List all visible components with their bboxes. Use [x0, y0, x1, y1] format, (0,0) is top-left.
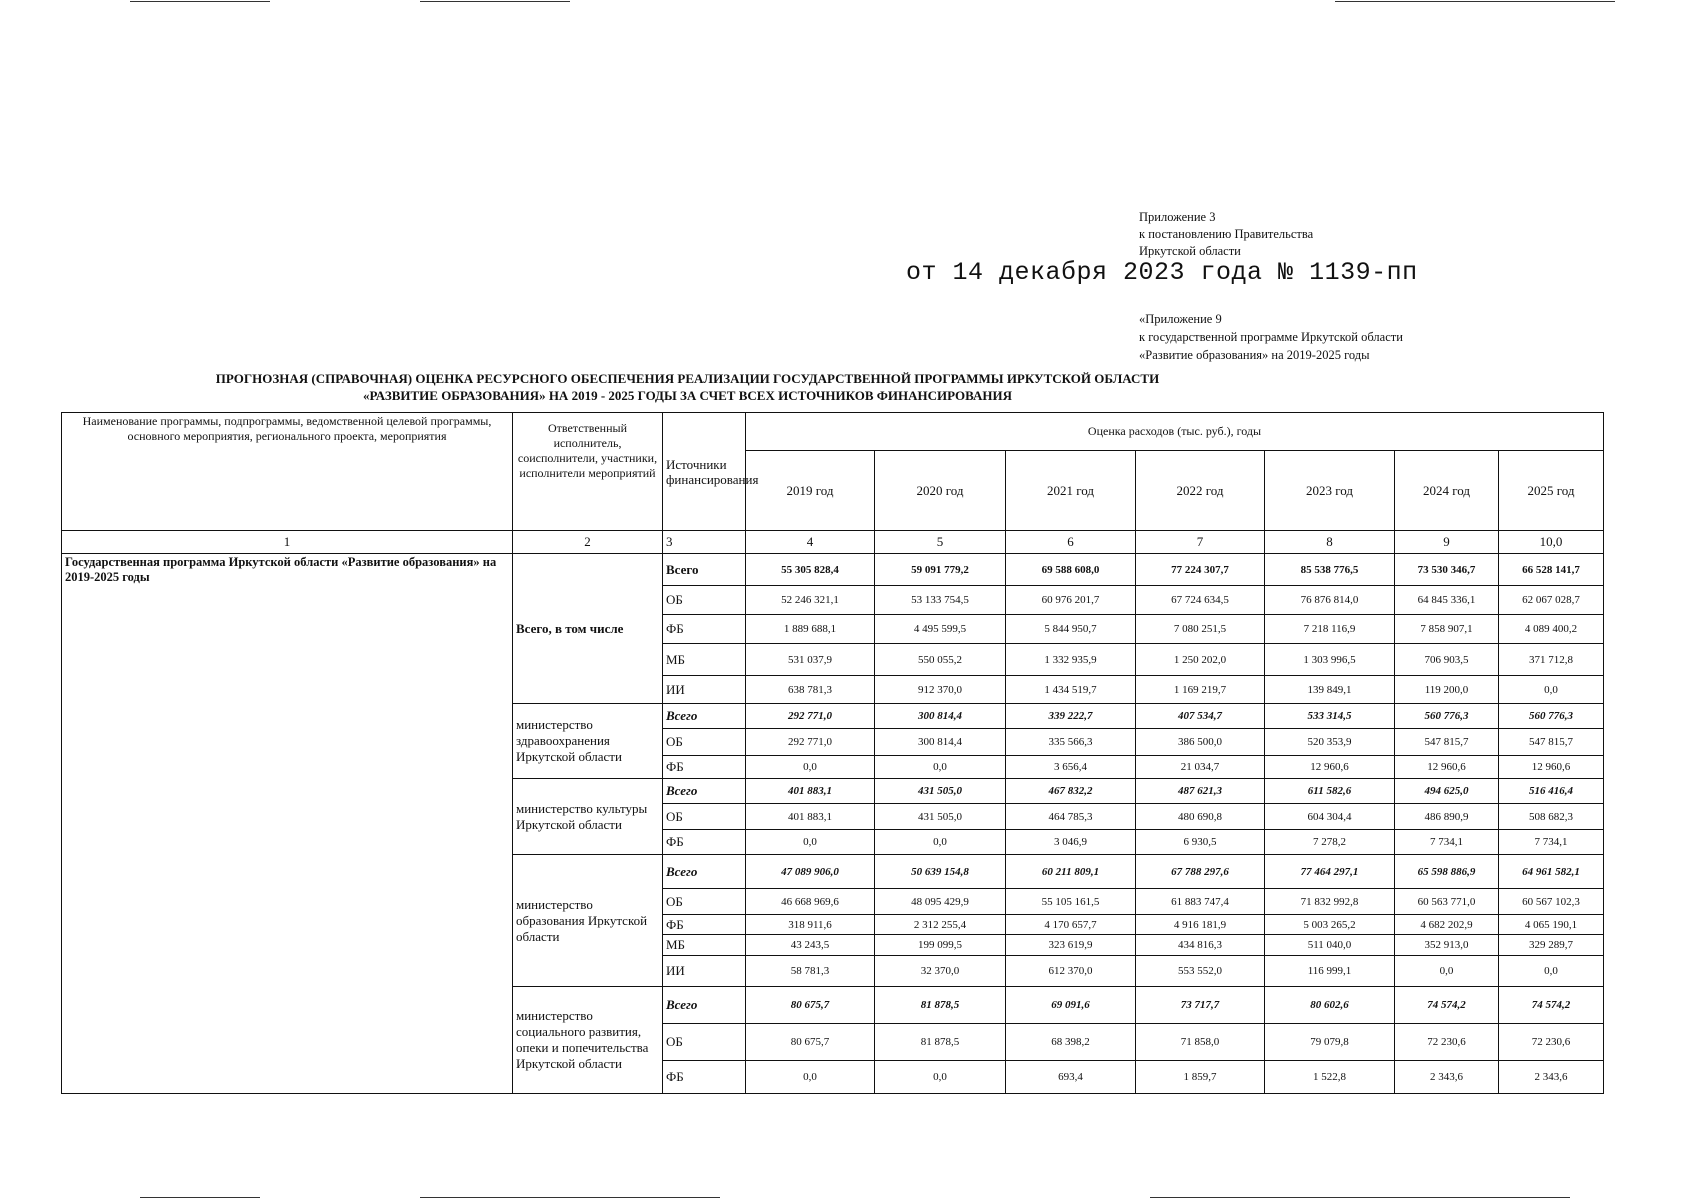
value-cell: 292 771,0: [746, 729, 875, 756]
value-cell: 434 816,3: [1136, 935, 1265, 956]
source-cell: Всего: [663, 779, 746, 804]
value-cell: 7 080 251,5: [1136, 615, 1265, 644]
value-cell: 912 370,0: [875, 676, 1006, 704]
value-cell: 5 003 265,2: [1265, 915, 1395, 935]
column-number: 8: [1265, 531, 1395, 554]
value-cell: 553 552,0: [1136, 956, 1265, 987]
value-cell: 81 878,5: [875, 1024, 1006, 1061]
column-number: 7: [1136, 531, 1265, 554]
source-cell: ОБ: [663, 804, 746, 830]
value-cell: 323 619,9: [1006, 935, 1136, 956]
value-cell: 693,4: [1006, 1061, 1136, 1094]
value-cell: 431 505,0: [875, 804, 1006, 830]
value-cell: 67 724 634,5: [1136, 586, 1265, 615]
value-cell: 69 091,6: [1006, 987, 1136, 1024]
header-year: 2020 год: [875, 451, 1006, 531]
value-cell: 0,0: [1395, 956, 1499, 987]
value-cell: 67 788 297,6: [1136, 855, 1265, 889]
value-cell: 0,0: [1499, 956, 1604, 987]
value-cell: 76 876 814,0: [1265, 586, 1395, 615]
value-cell: 352 913,0: [1395, 935, 1499, 956]
source-cell: Всего: [663, 554, 746, 586]
value-cell: 1 434 519,7: [1006, 676, 1136, 704]
value-cell: 139 849,1: [1265, 676, 1395, 704]
value-cell: 62 067 028,7: [1499, 586, 1604, 615]
source-cell: МБ: [663, 935, 746, 956]
title-line: «РАЗВИТИЕ ОБРАЗОВАНИЯ» НА 2019 - 2025 ГОДЫ ЗА СЧЕТ ВСЕХ ИСТОЧНИКОВ ФИНАНСИРОВАНИЯ: [363, 388, 1012, 403]
scan-mark: [420, 1, 570, 2]
column-number: 10,0: [1499, 531, 1604, 554]
value-cell: 2 343,6: [1499, 1061, 1604, 1094]
value-cell: 77 464 297,1: [1265, 855, 1395, 889]
value-cell: 80 675,7: [746, 1024, 875, 1061]
source-cell: Всего: [663, 987, 746, 1024]
program-name: Государственная программа Иркутской области «Развитие образования» на 2019-2025 годы: [62, 554, 513, 1094]
value-cell: 611 582,6: [1265, 779, 1395, 804]
value-cell: 371 712,8: [1499, 644, 1604, 676]
value-cell: 386 500,0: [1136, 729, 1265, 756]
value-cell: 339 222,7: [1006, 704, 1136, 729]
value-cell: 43 243,5: [746, 935, 875, 956]
value-cell: 0,0: [875, 756, 1006, 779]
source-cell: ФБ: [663, 1061, 746, 1094]
column-number: 6: [1006, 531, 1136, 554]
value-cell: 401 883,1: [746, 804, 875, 830]
value-cell: 292 771,0: [746, 704, 875, 729]
source-cell: ФБ: [663, 756, 746, 779]
value-cell: 431 505,0: [875, 779, 1006, 804]
value-cell: 71 832 992,8: [1265, 889, 1395, 915]
appendix-block: [1139, 310, 1403, 364]
value-cell: 550 055,2: [875, 644, 1006, 676]
value-cell: 1 522,8: [1265, 1061, 1395, 1094]
header-name: Наименование программы, подпрограммы, ведомственной целевой программы, основного мероприятия, регионального проекта, мероприятия: [62, 413, 513, 531]
value-cell: 73 530 346,7: [1395, 554, 1499, 586]
value-cell: 1 250 202,0: [1136, 644, 1265, 676]
value-cell: 119 200,0: [1395, 676, 1499, 704]
column-number: 3: [663, 531, 746, 554]
value-cell: 4 089 400,2: [1499, 615, 1604, 644]
value-cell: 300 814,4: [875, 729, 1006, 756]
value-cell: 21 034,7: [1136, 756, 1265, 779]
value-cell: 1 859,7: [1136, 1061, 1265, 1094]
header-year: 2019 год: [746, 451, 875, 531]
value-cell: 80 602,6: [1265, 987, 1395, 1024]
appendix-line: к государственной программе Иркутской области: [1139, 330, 1403, 344]
value-cell: 71 858,0: [1136, 1024, 1265, 1061]
value-cell: 407 534,7: [1136, 704, 1265, 729]
executor-cell: министерство социального развития, опеки и попечительства Иркутской области: [513, 987, 663, 1094]
value-cell: 4 916 181,9: [1136, 915, 1265, 935]
header-year: 2025 год: [1499, 451, 1604, 531]
value-cell: 486 890,9: [1395, 804, 1499, 830]
value-cell: 60 563 771,0: [1395, 889, 1499, 915]
value-cell: 46 668 969,6: [746, 889, 875, 915]
header-year: 2022 год: [1136, 451, 1265, 531]
value-cell: 48 095 429,9: [875, 889, 1006, 915]
value-cell: 7 734,1: [1499, 830, 1604, 855]
value-cell: 12 960,6: [1499, 756, 1604, 779]
value-cell: 4 682 202,9: [1395, 915, 1499, 935]
scan-mark: [140, 1197, 260, 1198]
scan-mark: [1335, 1, 1615, 2]
value-cell: 480 690,8: [1136, 804, 1265, 830]
value-cell: 520 353,9: [1265, 729, 1395, 756]
value-cell: 487 621,3: [1136, 779, 1265, 804]
value-cell: 604 304,4: [1265, 804, 1395, 830]
value-cell: 72 230,6: [1395, 1024, 1499, 1061]
value-cell: 494 625,0: [1395, 779, 1499, 804]
value-cell: 80 675,7: [746, 987, 875, 1024]
value-cell: 7 218 116,9: [1265, 615, 1395, 644]
value-cell: 69 588 608,0: [1006, 554, 1136, 586]
value-cell: 531 037,9: [746, 644, 875, 676]
value-cell: 401 883,1: [746, 779, 875, 804]
value-cell: 0,0: [746, 1061, 875, 1094]
value-cell: 7 734,1: [1395, 830, 1499, 855]
source-cell: ФБ: [663, 615, 746, 644]
value-cell: 79 079,8: [1265, 1024, 1395, 1061]
value-cell: 47 089 906,0: [746, 855, 875, 889]
value-cell: 64 845 336,1: [1395, 586, 1499, 615]
value-cell: 73 717,7: [1136, 987, 1265, 1024]
value-cell: 4 170 657,7: [1006, 915, 1136, 935]
source-cell: ОБ: [663, 586, 746, 615]
value-cell: 50 639 154,8: [875, 855, 1006, 889]
value-cell: 1 303 996,5: [1265, 644, 1395, 676]
executor-cell: министерство здравоохранения Иркутской области: [513, 704, 663, 779]
value-cell: 6 930,5: [1136, 830, 1265, 855]
value-cell: 74 574,2: [1499, 987, 1604, 1024]
value-cell: 1 169 219,7: [1136, 676, 1265, 704]
value-cell: 60 211 809,1: [1006, 855, 1136, 889]
value-cell: 335 566,3: [1006, 729, 1136, 756]
value-cell: 547 815,7: [1395, 729, 1499, 756]
decree-date-number: от 14 декабря 2023 года № 1139-пп: [906, 258, 1418, 287]
column-number: 4: [746, 531, 875, 554]
value-cell: 65 598 886,9: [1395, 855, 1499, 889]
value-cell: 4 495 599,5: [875, 615, 1006, 644]
value-cell: 32 370,0: [875, 956, 1006, 987]
value-cell: 12 960,6: [1265, 756, 1395, 779]
source-cell: ОБ: [663, 1024, 746, 1061]
value-cell: 7 858 907,1: [1395, 615, 1499, 644]
value-cell: 81 878,5: [875, 987, 1006, 1024]
value-cell: 0,0: [746, 830, 875, 855]
scan-mark: [1150, 1197, 1570, 1198]
header-year: 2024 год: [1395, 451, 1499, 531]
source-cell: Всего: [663, 704, 746, 729]
value-cell: 612 370,0: [1006, 956, 1136, 987]
value-cell: 318 911,6: [746, 915, 875, 935]
value-cell: 72 230,6: [1499, 1024, 1604, 1061]
source-cell: ФБ: [663, 915, 746, 935]
executor-cell: Всего, в том числе: [513, 554, 663, 704]
title-line: ПРОГНОЗНАЯ (СПРАВОЧНАЯ) ОЦЕНКА РЕСУРСНОГО ОБЕСПЕЧЕНИЯ РЕАЛИЗАЦИИ ГОСУДАРСТВЕННОЙ ПРОГРАММЫ ИРКУТСКОЙ ОБЛАСТИ: [215, 371, 1160, 386]
value-cell: 53 133 754,5: [875, 586, 1006, 615]
value-cell: 55 105 161,5: [1006, 889, 1136, 915]
approval-block: [1139, 209, 1313, 260]
value-cell: 560 776,3: [1395, 704, 1499, 729]
value-cell: 52 246 321,1: [746, 586, 875, 615]
value-cell: 61 883 747,4: [1136, 889, 1265, 915]
value-cell: 85 538 776,5: [1265, 554, 1395, 586]
value-cell: 68 398,2: [1006, 1024, 1136, 1061]
resource-table: [61, 412, 1604, 1094]
value-cell: 3 656,4: [1006, 756, 1136, 779]
value-cell: 4 065 190,1: [1499, 915, 1604, 935]
approval-line: Иркутской области: [1139, 244, 1241, 258]
value-cell: 0,0: [875, 1061, 1006, 1094]
value-cell: 516 416,4: [1499, 779, 1604, 804]
approval-line: к постановлению Правительства: [1139, 227, 1314, 241]
value-cell: 59 091 779,2: [875, 554, 1006, 586]
value-cell: 1 889 688,1: [746, 615, 875, 644]
column-number: 5: [875, 531, 1006, 554]
scan-mark: [420, 1197, 720, 1198]
value-cell: 0,0: [875, 830, 1006, 855]
value-cell: 1 332 935,9: [1006, 644, 1136, 676]
header-year: 2023 год: [1265, 451, 1395, 531]
value-cell: 60 567 102,3: [1499, 889, 1604, 915]
value-cell: 60 976 201,7: [1006, 586, 1136, 615]
header-executor: Ответственный исполнитель, соисполнители, участники, исполнители мероприятий: [513, 413, 663, 531]
value-cell: 300 814,4: [875, 704, 1006, 729]
value-cell: 464 785,3: [1006, 804, 1136, 830]
executor-cell: министерство образования Иркутской области: [513, 855, 663, 987]
value-cell: 638 781,3: [746, 676, 875, 704]
value-cell: 2 343,6: [1395, 1061, 1499, 1094]
value-cell: 508 682,3: [1499, 804, 1604, 830]
source-cell: МБ: [663, 644, 746, 676]
value-cell: 3 046,9: [1006, 830, 1136, 855]
source-cell: ОБ: [663, 889, 746, 915]
value-cell: 58 781,3: [746, 956, 875, 987]
scan-mark: [130, 1, 270, 2]
value-cell: 533 314,5: [1265, 704, 1395, 729]
column-number: 2: [513, 531, 663, 554]
value-cell: 5 844 950,7: [1006, 615, 1136, 644]
value-cell: 74 574,2: [1395, 987, 1499, 1024]
value-cell: 7 278,2: [1265, 830, 1395, 855]
value-cell: 560 776,3: [1499, 704, 1604, 729]
header-source: Источники финансирования: [663, 413, 746, 531]
value-cell: 0,0: [1499, 676, 1604, 704]
value-cell: 706 903,5: [1395, 644, 1499, 676]
source-cell: Всего: [663, 855, 746, 889]
source-cell: ФБ: [663, 830, 746, 855]
column-number: 1: [62, 531, 513, 554]
value-cell: 199 099,5: [875, 935, 1006, 956]
header-estimate: Оценка расходов (тыс. руб.), годы: [746, 413, 1604, 451]
value-cell: 0,0: [746, 756, 875, 779]
value-cell: 511 040,0: [1265, 935, 1395, 956]
value-cell: 467 832,2: [1006, 779, 1136, 804]
table-row: [62, 554, 1604, 586]
appendix-line: «Приложение 9: [1139, 312, 1222, 326]
value-cell: 55 305 828,4: [746, 554, 875, 586]
source-cell: ИИ: [663, 956, 746, 987]
approval-line: Приложение 3: [1139, 210, 1216, 224]
value-cell: 12 960,6: [1395, 756, 1499, 779]
document-title: [0, 370, 1375, 404]
executor-cell: министерство культуры Иркутской области: [513, 779, 663, 855]
source-cell: ОБ: [663, 729, 746, 756]
appendix-line: «Развитие образования» на 2019-2025 годы: [1139, 348, 1370, 362]
value-cell: 2 312 255,4: [875, 915, 1006, 935]
header-year: 2021 год: [1006, 451, 1136, 531]
value-cell: 64 961 582,1: [1499, 855, 1604, 889]
value-cell: 77 224 307,7: [1136, 554, 1265, 586]
value-cell: 329 289,7: [1499, 935, 1604, 956]
source-cell: ИИ: [663, 676, 746, 704]
value-cell: 66 528 141,7: [1499, 554, 1604, 586]
value-cell: 116 999,1: [1265, 956, 1395, 987]
value-cell: 547 815,7: [1499, 729, 1604, 756]
column-number: 9: [1395, 531, 1499, 554]
